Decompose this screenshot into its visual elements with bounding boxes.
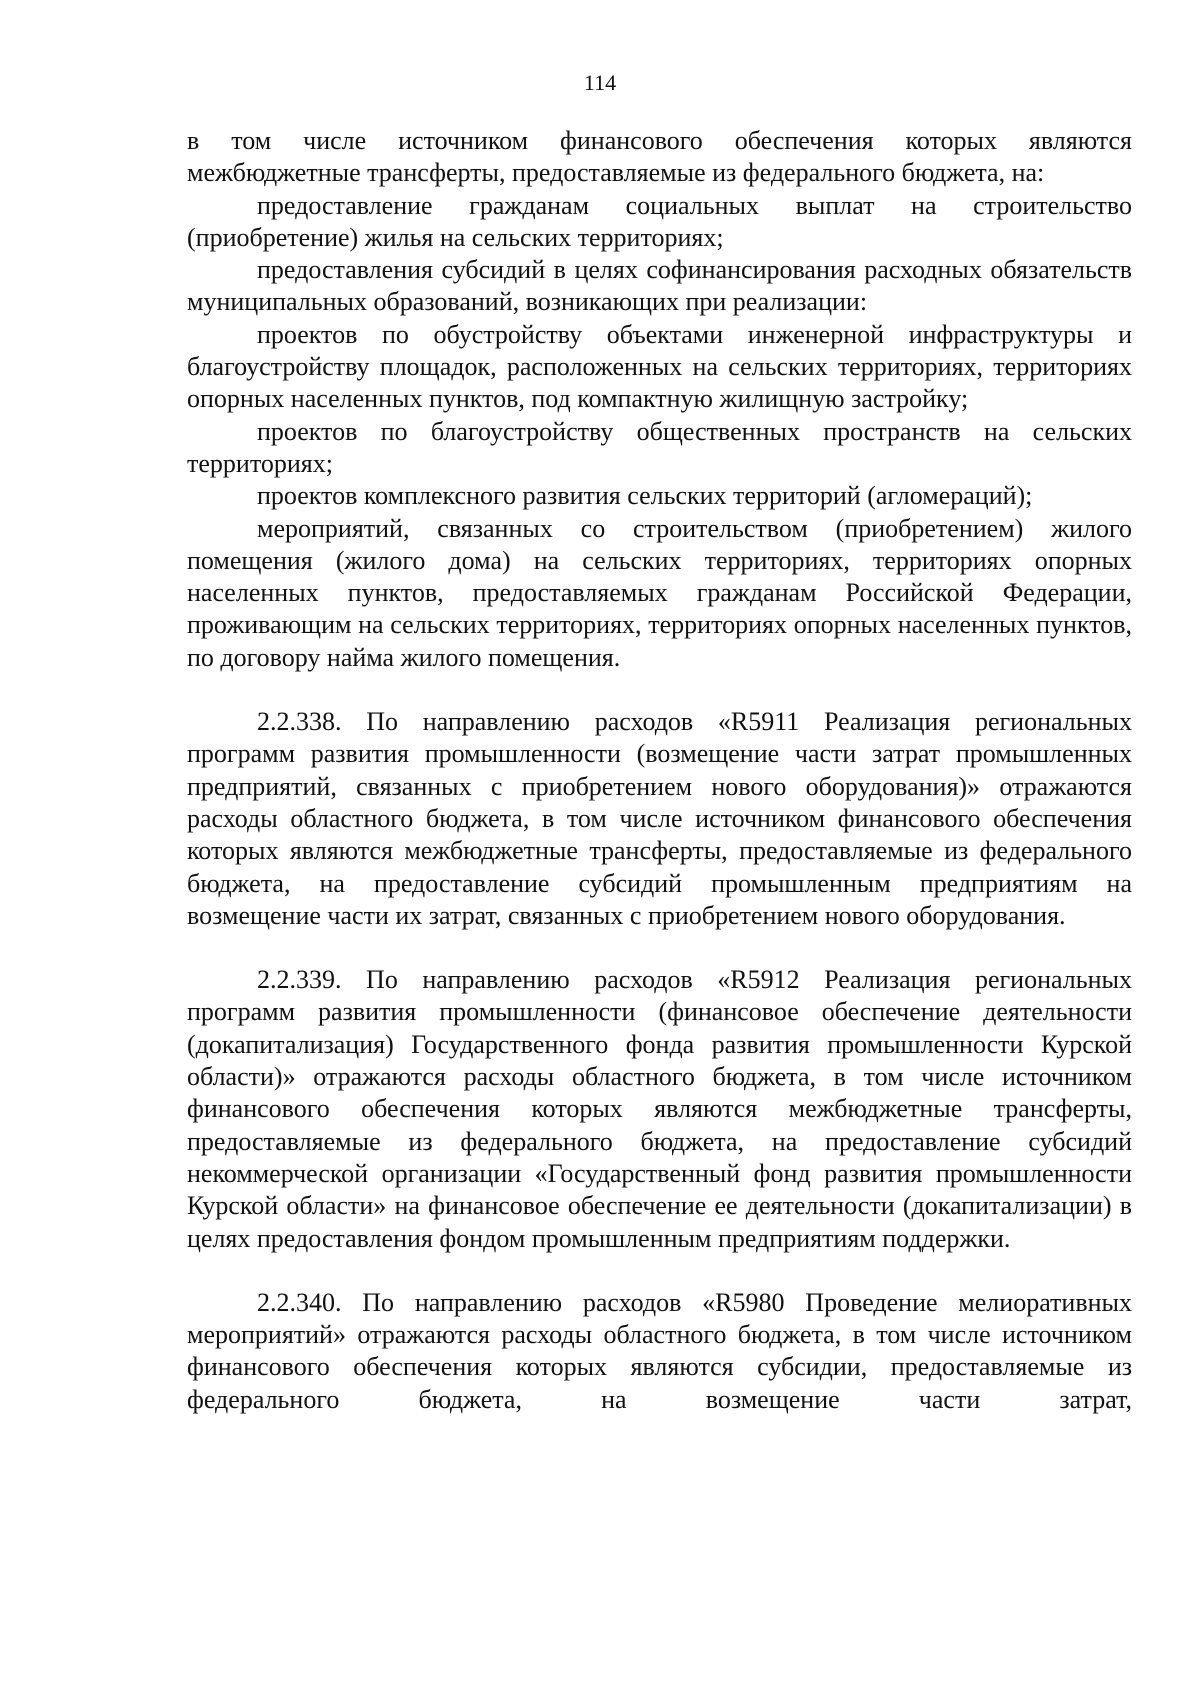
paragraph-housing-measures: мероприятий, связанных со строительством (приобретением) жилого помещения (жилого дома) на сельских территориях, территориях опорных населенных пунктов, предоставляемых гражданам Российской Федерации, проживающим на сельских территориях, территориях опорных населенных пунктов, по договору найма жилого помещения. — [187, 513, 1132, 672]
paragraph-public-spaces: проектов по благоустройству общественных пространств на сельских территориях; — [187, 416, 1132, 478]
paragraph-2-2-340: 2.2.340. По направлению расходов «R5980 Проведение мелиоративных мероприятий» отражаются расходы областного бюджета, в том числе источником финансового обеспечения которых являются субсидии, предоставляемые из федерального бюджета, на возмещение части затрат, — [187, 1287, 1132, 1414]
page-number: 114 — [583, 70, 617, 95]
paragraph-agglomerations: проектов комплексного развития сельских территорий (агломераций); — [257, 481, 1033, 511]
paragraph-2-2-338: 2.2.338. По направлению расходов «R5911 Реализация региональных программ развития промышленности (возмещение части затрат промышленных предприятий, связанных с приобретением нового оборудования)» отражаются расходы областного бюджета, в том числе источником финансового обеспечения которых являются межбюджетные трансферты, предоставляемые из федерального бюджета, на предоставление субсидий промышленным предприятиям на возмещение части их затрат, связанных с приобретением нового оборудования. — [187, 707, 1132, 930]
paragraph-subsidies: предоставления субсидий в целях софинансирования расходных обязательств муниципальных образований, возникающих при реализации: — [187, 255, 1132, 317]
paragraph-continuation: в том числе источником финансового обеспечения которых являются межбюджетные трансферты, предоставляемые из федерального бюджета, на: — [187, 126, 1132, 188]
paragraph-social-payments: предоставление гражданам социальных выплат на строительство (приобретение) жилья на сельских территориях; — [187, 190, 1132, 252]
document-body — [187, 125, 1132, 1416]
paragraph-infrastructure-projects: проектов по обустройству объектами инженерной инфраструктуры и благоустройству площадок, расположенных на сельских территориях, территориях опорных населенных пунктов, под компактную жилищную застройку; — [187, 319, 1132, 414]
paragraph-2-2-339: 2.2.339. По направлению расходов «R5912 Реализация региональных программ развития промышленности (финансовое обеспечение деятельности (докапитализация) Государственного фонда развития промышленности Курской области)» отражаются расходы областного бюджета, в том числе источником финансового обеспечения которых являются межбюджетные трансферты, предоставляемые из федерального бюджета, на предоставление субсидий некоммерческой организации «Государственный фонд развития промышленности Курской области» на финансовое обеспечение ее деятельности (докапитализации) в целях предоставления фондом промышленным предприятиям поддержки. — [187, 965, 1132, 1253]
